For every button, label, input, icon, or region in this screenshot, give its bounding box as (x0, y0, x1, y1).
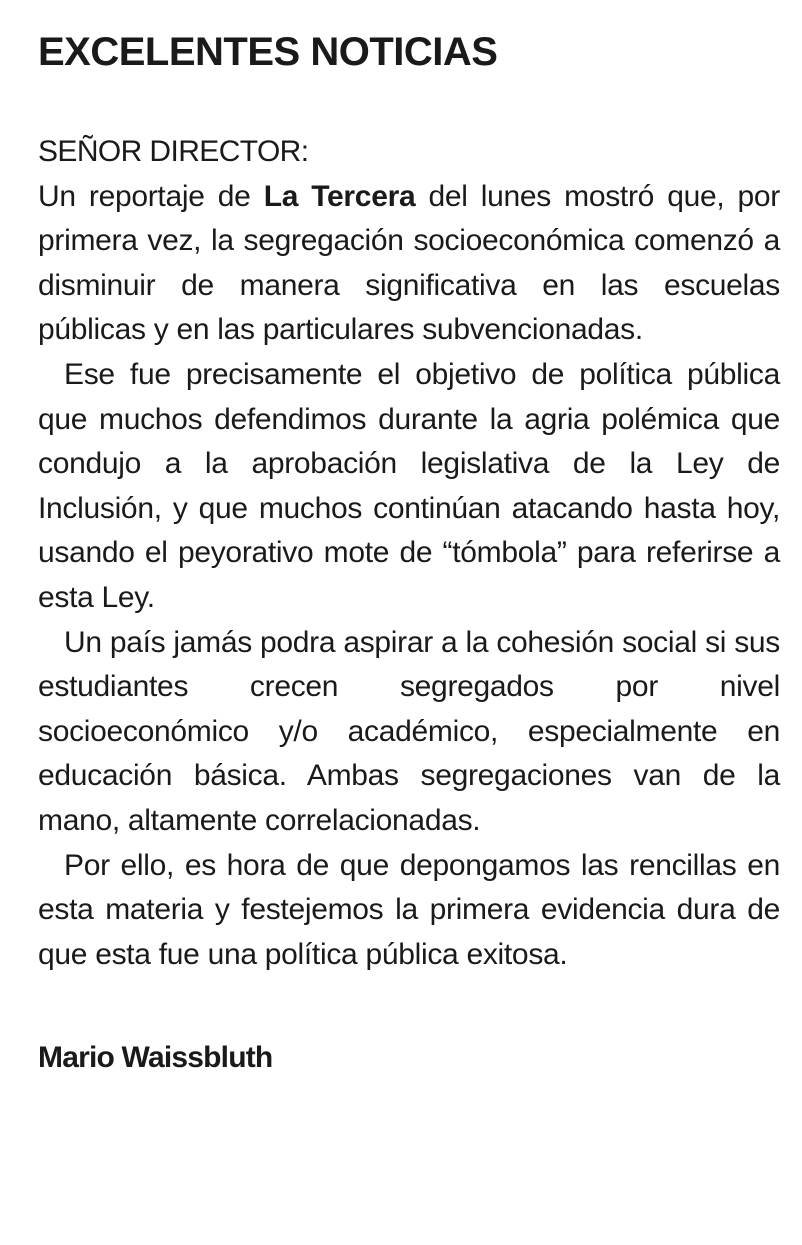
paragraph-1-rest: del lunes mostró que, por primera vez, la segregación socioeconómica comenzó a disminuir de manera significativa en las escuelas públicas y en las particulares subvencionadas. (38, 179, 780, 347)
letter-body (38, 130, 780, 977)
paragraph-2: Ese fue precisamente el objetivo de política pública que muchos defendimos durante la agria polémica que condujo a la aprobación legislativa de la Ley de Inclusión, y que muchos continúan atacando hasta hoy, usando el peyorativo mote de “tómbola” para referirse a esta Ley. (38, 357, 780, 614)
newspaper-name: La Tercera (263, 179, 416, 213)
signature: Mario Waissbluth (38, 1041, 273, 1075)
paragraph-1-start: Un reportaje de (38, 179, 264, 213)
paragraph-3: Un país jamás podra aspirar a la cohesión social si sus estudiantes crecen segregados por nivel socioeconómico y/o académico, especialmente en educación básica. Ambas segregaciones van de la mano, altamente correlacionadas. (38, 625, 780, 837)
letter-to-editor (38, 30, 780, 1075)
paragraph-1 (38, 175, 780, 353)
headline: EXCELENTES NOTICIAS (38, 30, 498, 74)
salutation: SEÑOR DIRECTOR: (38, 135, 309, 168)
paragraph-4: Por ello, es hora de que depongamos las rencillas en esta materia y festejemos la primera evidencia dura de que esta fue una política pública exitosa. (38, 848, 780, 971)
